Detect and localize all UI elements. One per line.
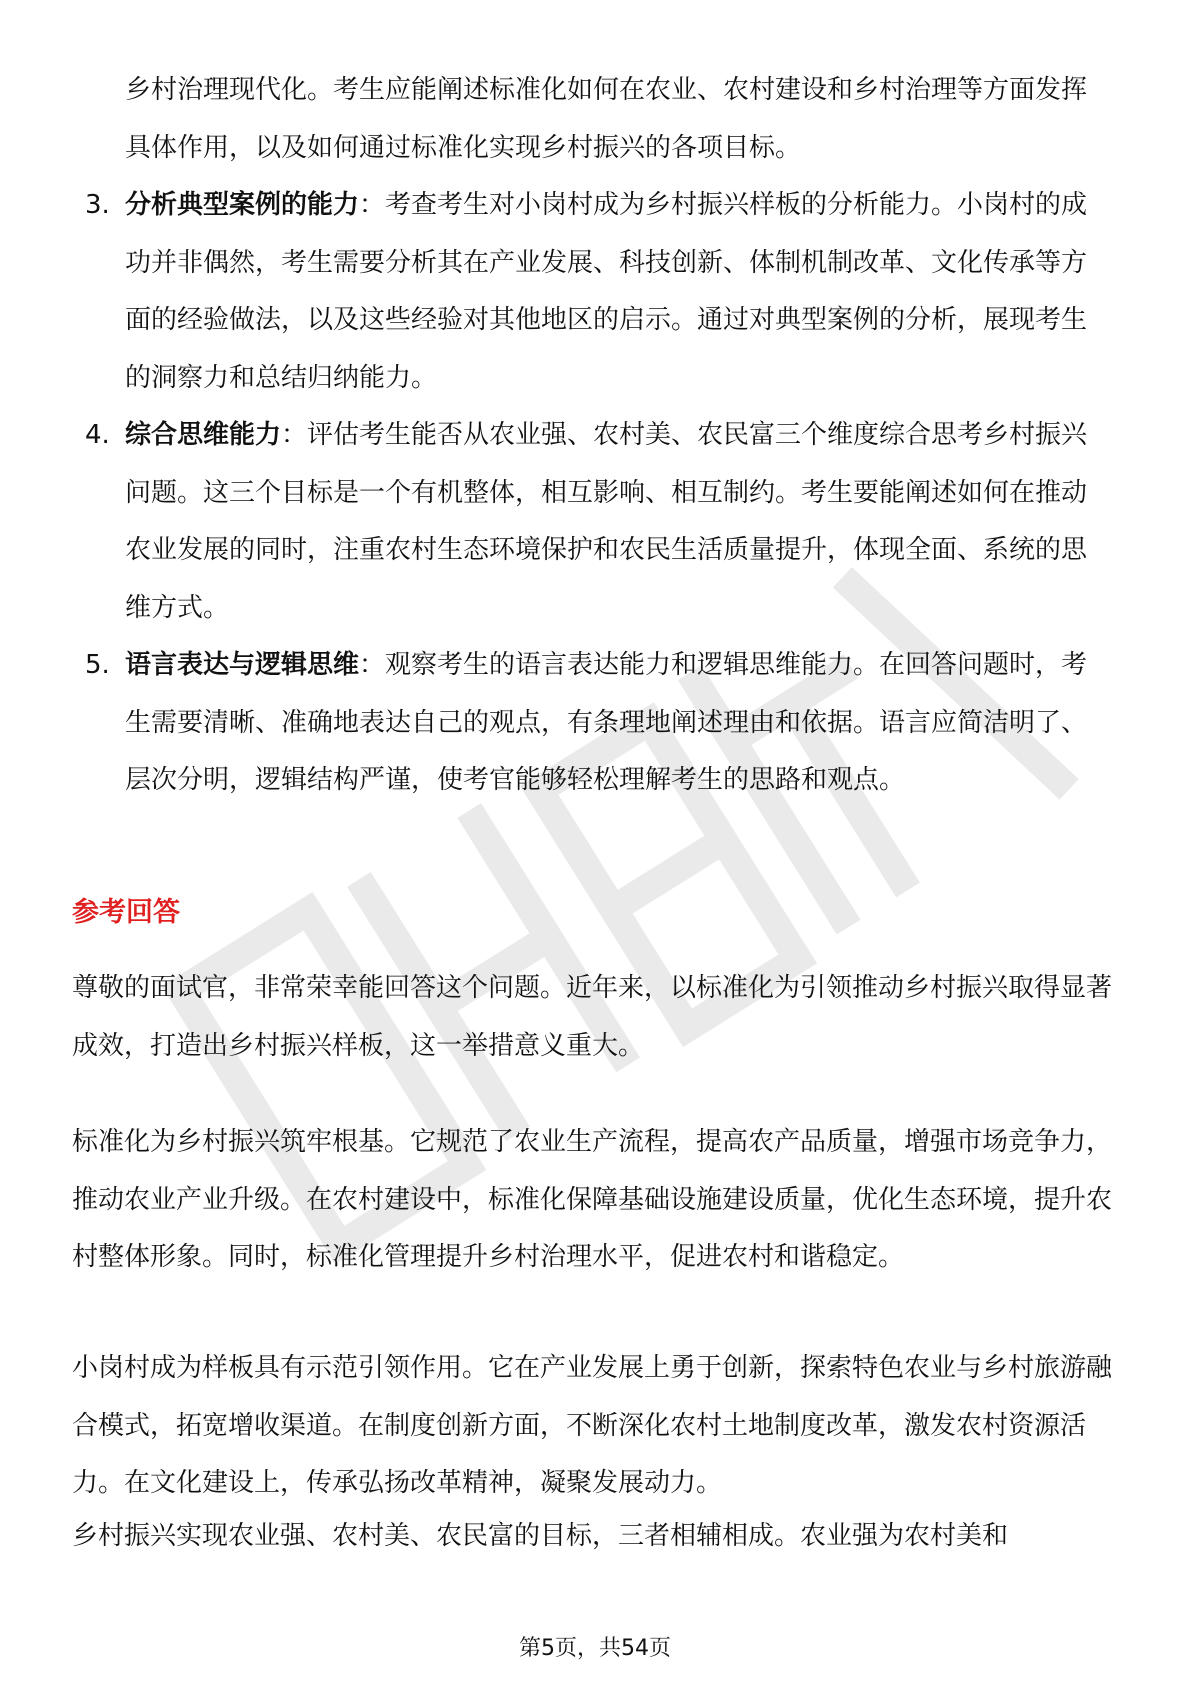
list-item-keyword: 分析典型案例的能力 bbox=[125, 190, 360, 220]
list-item bbox=[0, 637, 1190, 810]
list-item-text: ：观察考生的语言表达能力和逻辑思维能力。在回答问题时，考生需要清晰、准确地表达自己的观点，有条理地阐述理由和依据。语言应简洁明了、层次分明，逻辑结构严谨，使考官能够轻松理解考生的思路和观点。 bbox=[125, 650, 1088, 795]
answer-paragraph: 乡村振兴实现农业强、农村美、农民富的目标，三者相辅相成。农业强为农村美和 bbox=[72, 1521, 1009, 1551]
list-item-number: 4. bbox=[85, 420, 110, 450]
list-item-keyword: 综合思维能力 bbox=[125, 420, 282, 450]
list-item-continuation bbox=[0, 62, 1190, 177]
list-item-text: ：考查考生对小岗村成为乡村振兴样板的分析能力。小岗村的成功并非偶然，考生需要分析其在产业发展、科技创新、体制机制改革、文化传承等方面的经验做法，以及这些经验对其他地区的启示。通过对典型案例的分析，展现考生的洞察力和总结归纳能力。 bbox=[125, 190, 1088, 393]
list-item-text: ：评估考生能否从农业强、农村美、农民富三个维度综合思考乡村振兴问题。这三个目标是一个有机整体，相互影响、相互制约。考生要能阐述如何在推动农业发展的同时，注重农村生态环境保护和农民生活质量提升，体现全面、系统的思维方式。 bbox=[125, 420, 1088, 623]
list-item-text: 乡村治理现代化。考生应能阐述标准化如何在农业、农村建设和乡村治理等方面发挥具体作用，以及如何通过标准化实现乡村振兴的各项目标。 bbox=[125, 75, 1088, 163]
page-footer: 第5页，共54页 bbox=[519, 1636, 671, 1661]
list-item bbox=[0, 407, 1190, 637]
section-title: 参考回答 bbox=[72, 897, 180, 928]
list-item bbox=[0, 177, 1190, 407]
list-item-keyword: 语言表达与逻辑思维 bbox=[125, 650, 360, 680]
answer-paragraph: 尊敬的面试官，非常荣幸能回答这个问题。近年来，以标准化为引领推动乡村振兴取得显著成效，打造出乡村振兴样板，这一举措意义重大。 bbox=[72, 973, 1113, 1061]
list-item-number: 3. bbox=[85, 190, 110, 220]
answer-paragraph: 标准化为乡村振兴筑牢根基。它规范了农业生产流程，提高农产品质量，增强市场竞争力，推动农业产业升级。在农村建设中，标准化保障基础设施建设质量，优化生态环境，提升农村整体形象。同时，标准化管理提升乡村治理水平，促进农村和谐稳定。 bbox=[72, 1127, 1113, 1272]
criteria-list bbox=[0, 62, 1190, 810]
list-item-number: 5. bbox=[85, 650, 110, 680]
answer-paragraph: 小岗村成为样板具有示范引领作用。它在产业发展上勇于创新，探索特色农业与乡村旅游融合模式，拓宽增收渠道。在制度创新方面，不断深化农村土地制度改革，激发农村资源活力。在文化建设上，传承弘扬改革精神，凝聚发展动力。 bbox=[72, 1353, 1113, 1498]
